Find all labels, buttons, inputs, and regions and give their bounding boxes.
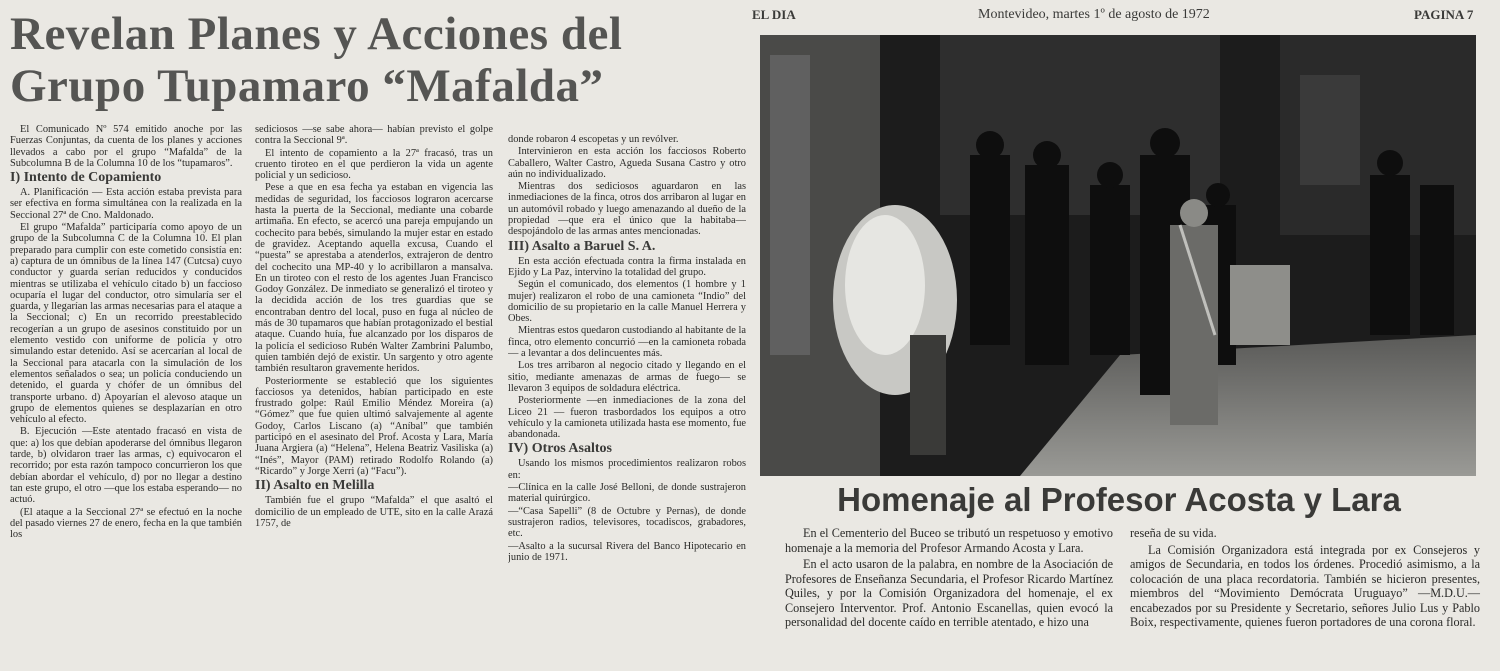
article-column-2 (255, 124, 493, 669)
paragraph: B. Ejecución —Este atentado fracasó en vista de que: a) los que debían apoderarse del ómnibus llegaron tarde, b) olvidaron traer las armas, c) equivocaron el recorrido; por esta razón tampoco concurrieron los que debían abordar el vehículo, d) por no llegar a destino tan este grupo, el otro —que los estaba esperando— no actuó. (10, 426, 242, 506)
section-heading-2: II) Asalto en Melilla (255, 478, 375, 494)
paragraph: sediciosos —se sabe ahora— habían previsto el golpe contra la Seccional 9ª. (255, 124, 493, 147)
paragraph: —Asalto a la sucursal Rivera del Banco Hipotecario en junio de 1971. (508, 540, 746, 563)
paragraph: donde robaron 4 escopetas y un revólver. (508, 134, 679, 145)
paragraph: Mientras estos quedaron custodiando al habitante de la finca, otro elemento concurrió —en la camioneta robada— a levantar a dos delincuentes más. (508, 325, 746, 360)
article-column-3 (508, 134, 746, 669)
funeral-photograph (760, 35, 1476, 476)
paragraph: Posteriormente se estableció que los siguientes facciosos ya detenidos, habían participado en este frustrado golpe: Raúl Emilio Méndez Moreira (a) “Gómez” que fue quien ultimó salvajemente al agente Godoy, Carlos Liscano (a) “Aníbal” que también participó en el asesinato del Prof. Acosta y Lara, María Juana Argiera (a) “Helena”, Helena Beatriz Vasiliska (a) “Inés”, Mayor (PAM) retirado Rodolfo Rolando (a) “Ricardo” y Jorge Xerri (a) “Facu”). (255, 375, 493, 477)
photo-illustration (760, 35, 1476, 476)
paragraph: reseña de su vida. (1130, 526, 1217, 540)
article-column-1 (10, 124, 242, 669)
paragraph: Intervinieron en esta acción los facciosos Roberto Caballero, Walter Castro, Agueda Susana Castro y otro aún no individualizado. (508, 146, 746, 180)
homenaje-column-right (1130, 526, 1480, 632)
paragraph: En esta acción efectuada contra la firma instalada en Ejido y La Paz, intervino la totalidad del grupo. (508, 255, 746, 278)
paragraph: —Clínica en la calle José Belloni, de donde sustrajeron material quirúrgico. (508, 482, 746, 505)
section-heading-3: III) Asalto a Baruel S. A. (508, 238, 656, 254)
paragraph: —“Casa Sapelli” (8 de Octubre y Pernas), de donde sustrajeron radios, televisores, tocadiscos, grabadores, etc. (508, 505, 746, 540)
section-heading-4: IV) Otros Asaltos (508, 441, 612, 457)
page-number: PAGINA 7 (1414, 7, 1474, 22)
paragraph: Según el comunicado, dos elementos (1 hombre y 1 mujer) realizaron el robo de una camioneta “Indio” del domicilio de su propietario en la calle Manuel Herrera y Obes. (508, 279, 746, 325)
paragraph: El grupo “Mafalda” participaría como apoyo de un grupo de la Subcolumna C de la Columna 10. El plan preparado para cumplir con este cometido consistía en: a) captura de un ómnibus de la línea 147 (Cutcsa) cuyo conductor y guarda serían reducidos y conducidos mientras se utilizaba el vehículo citado b) un faccioso ocuparía el lugar del conductor, otro simularía ser el guarda, y llegarían las armas necesarias para el ataque a la Seccional; c) En un recorrido preestablecido recogerían a un grupo de asesinos constituido por un elemento vestido con uniforme de policía y otro simulando estar detenido. Así se acercarían al local de la Seccional para atacarla con la simulación de los elementos señalados o sea; un policía conduciendo un detenido, el guarda y chófer de un ómnibus del transporte urbano. d) Apoyarían el alevoso ataque un grupo de elementos quienes se desplazarían en otro vehículo al efecto. (10, 222, 242, 426)
paragraph: En el Cementerio del Buceo se tributó un respetuoso y emotivo homenaje a la memoria del Profesor Armando Acosta y Lara. (785, 526, 1113, 555)
section-heading-1: I) Intento de Copamiento (10, 170, 162, 186)
paragraph: Los tres arribaron al negocio citado y llegando en el sitio, mediante amenazas de armas de fuego— se llevaron 3 equipos de soldadura eléctrica. (508, 360, 746, 394)
paragraph: A. Planificación — Esta acción estaba prevista para ser efectiva en forma simultánea con la realizada en la Seccional 27ª de Cno. Maldonado. (10, 187, 242, 221)
paragraph: Posteriormente —en inmediaciones de la zona del Liceo 21 — fueron trasbordados los equipos a otro vehículo y la camioneta utilizada hasta ese momento, fue abandonada. (508, 395, 746, 441)
homenaje-column-left (785, 526, 1113, 632)
paragraph: Mientras dos sediciosos aguardaron en las inmediaciones de la finca, otros dos arribaron al lugar en un automóvil robado y luego amenazando al dueño de la propiedad —que era el único que la habitaba— despojándolo de las armas antes mencionadas. (508, 181, 746, 238)
article-headline: Revelan Planes y Acciones del Grupo Tupamaro “Mafalda” (10, 8, 623, 112)
paragraph: Usando los mismos procedimientos realizaron robos en: (508, 458, 746, 481)
paragraph: Pese a que en esa fecha ya estaban en vigencia las medidas de seguridad, los facciosos lograron acercarse hasta la puerta de la Seccional, mediante una cobarde artimaña. En efecto, se acercó una pareja empujando un cochecito para bebés, simulando la mujer estar en estado de gravidez. Aceptando aquella excusa, Cuando el “puesta” se aprestaba a atenderlos, extrajeron de dentro del cochecito una MP-40 y lo acribillaron a mansalva. En un tiroteo con el resto de los agentes Juan Francisco Godoy González. De inmediato se generalizó el tiroteo y la decidida acción de los tres guardias que se encontraban dentro del local, puso en fuga al núcleo de más de 30 tupamaros que habían protagonizado el bestial ataque. Cuando huía, fue alcanzado por los disparos de la policía el sedicioso Rubén Walter Zambrini Palumbo, quien también dejó de existir. Un sargento y otro agente también resultaron gravemente heridos. (255, 182, 493, 375)
photo-caption: Homenaje al Profesor Acosta y Lara (837, 481, 1401, 518)
paragraph: En el acto usaron de la palabra, en nombre de la Asociación de Profesores de Enseñanza Secundaria, el Profesor Ricardo Martínez Quiles, y por la Comisión Organizadora del homenaje, el ex Consejero Interventor. Prof. Antonio Escanellas, quien evocó la personalidad del docente caído en terrible atentado, e hizo una (785, 557, 1113, 629)
dateline: Montevideo, martes 1º de agosto de 1972 (978, 7, 1210, 22)
article-intro: El Comunicado Nº 574 emitido anoche por las Fuerzas Conjuntas, da cuenta de los planes y acciones llevados a cabo por el grupo “Mafalda” de la Subcolumna B de la Columna 10 de los “tupamaros”. (10, 124, 242, 169)
newspaper-name: EL DIA (752, 7, 796, 22)
paragraph: (El ataque a la Seccional 27ª se efectuó en la noche del pasado viernes 27 de enero, fecha en la que también los (10, 506, 242, 541)
paragraph: La Comisión Organizadora está integrada por ex Consejeros y amigos de Secundaria, en todos los órdenes. Procedió asimismo, a la colocación de una placa recordatoria. También se hicieron presentes, miembros del “Movimiento Demócrata Uruguayo” —M.D.U.— encabezados por su Presidente y Secretario, señores Julio Lus y Pablo Boix, respectivamente, quienes fueron portadores de una corona floral. (1130, 542, 1480, 629)
paragraph: También fue el grupo “Mafalda” el que asaltó el domicilio de un empleado de UTE, sito en la calle Arazá 1757, de (255, 495, 493, 529)
paragraph: El intento de copamiento a la 27ª fracasó, tras un cruento tiroteo en el que perdieron la vida un agente policial y un sedicioso. (255, 147, 493, 182)
